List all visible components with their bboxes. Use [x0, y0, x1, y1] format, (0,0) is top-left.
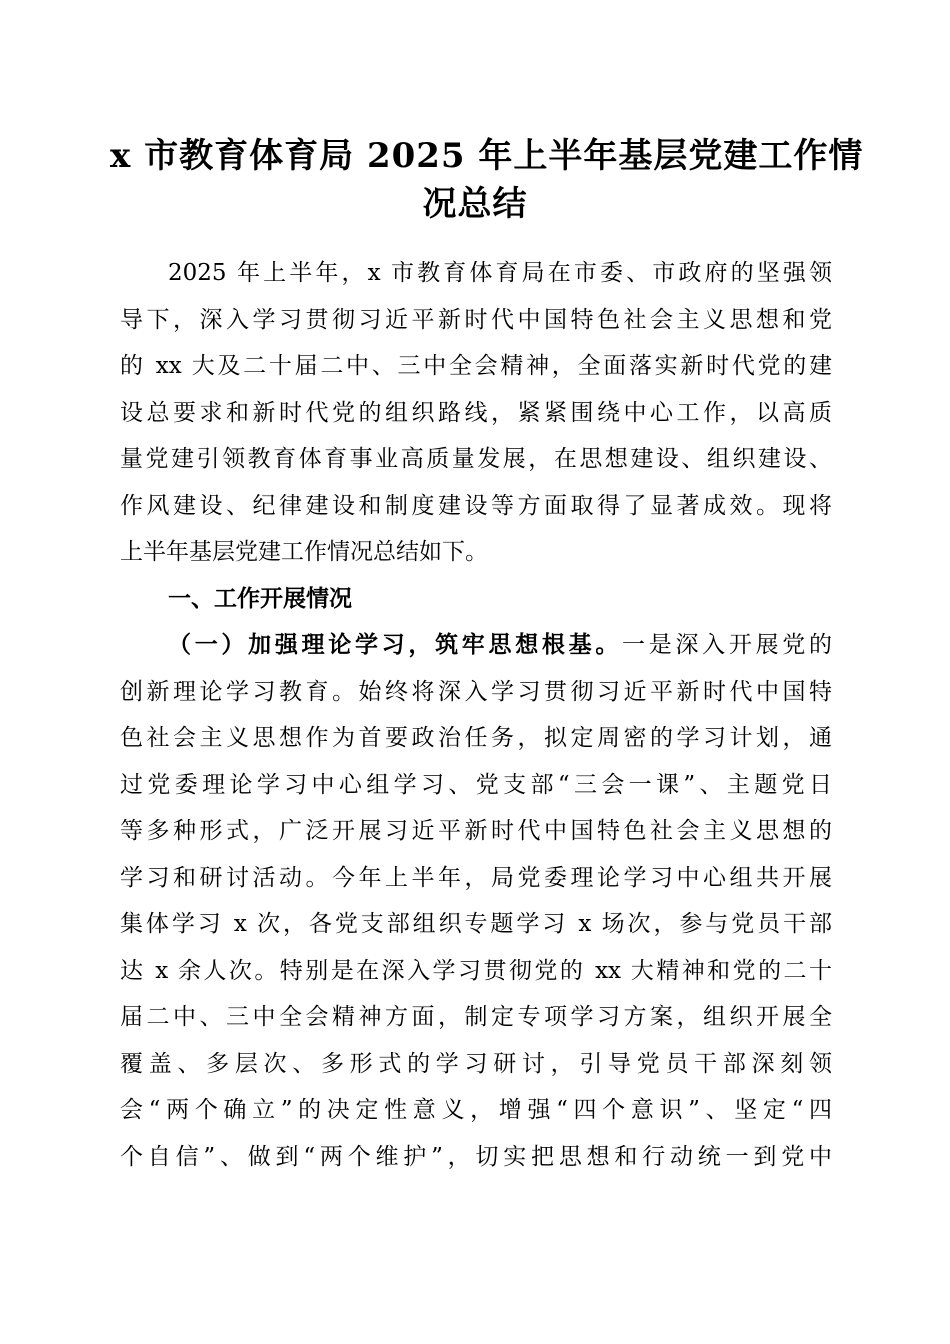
intro-line: 2025 年上半年，x 市教育体育局在市委、市政府的坚强领: [168, 260, 832, 286]
subsection-first-line: [120, 622, 832, 669]
subsection-line: 学习和研讨活动。今年上半年，局党委理论学习中心组共开展: [120, 864, 832, 891]
subsection-title: （一）加强理论学习，筑牢思想根基。: [168, 631, 623, 658]
intro-line: 设总要求和新时代党的组织路线，紧紧围绕中心工作，以高质: [120, 399, 832, 426]
subsection-line: 创新理论学习教育。始终将深入学习贯彻习近平新时代中国特: [120, 678, 832, 705]
subsection-first-line-text: 一是深入开展党的: [622, 632, 833, 658]
subsection-line: 色社会主义思想作为首要政治任务，拟定周密的学习计划，通: [120, 725, 832, 751]
section-heading: 一、工作开展情况: [168, 585, 352, 612]
title-line-2: 况总结: [422, 184, 528, 224]
intro-paragraph: [120, 250, 832, 576]
subsection-line: 集体学习 x 次，各党支部组织专题学习 x 场次，参与党员干部: [120, 911, 832, 937]
title-line-1: x 市教育体育局 2025 年上半年基层党建工作情: [110, 136, 864, 176]
document-body: [120, 250, 832, 1180]
subsection-line: 个自信”、做到“两个维护”，切实把思想和行动统一到党中: [120, 1143, 832, 1170]
subsection-line: 达 x 余人次。特别是在深入学习贯彻党的 xx 大精神和党的二十: [120, 957, 832, 984]
intro-line: 导下，深入学习贯彻习近平新时代中国特色社会主义思想和党: [120, 306, 832, 333]
subsection-paragraph: [120, 622, 832, 1180]
subsection-line: 会“两个确立”的决定性意义，增强“四个意识”、坚定“四: [120, 1097, 832, 1123]
document-title: [110, 132, 864, 228]
intro-line: 的 xx 大及二十届二中、三中全会精神，全面落实新时代党的建: [120, 353, 832, 379]
intro-line: 作风建设、纪律建设和制度建设等方面取得了显著成效。现将: [120, 492, 832, 519]
intro-line: 量党建引领教育体育事业高质量发展，在思想建设、组织建设、: [120, 446, 832, 472]
intro-line: 上半年基层党建工作情况总结如下。: [120, 539, 488, 565]
subsection-line: 届二中、三中全会精神方面，制定专项学习方案，组织开展全: [120, 1004, 832, 1030]
subsection-line: 覆盖、多层次、多形式的学习研讨，引导党员干部深刻领: [120, 1050, 832, 1077]
subsection-line: 过党委理论学习中心组学习、党支部“三会一课”、主题党日: [120, 771, 832, 798]
subsection-line: 等多种形式，广泛开展习近平新时代中国特色社会主义思想的: [120, 818, 832, 844]
